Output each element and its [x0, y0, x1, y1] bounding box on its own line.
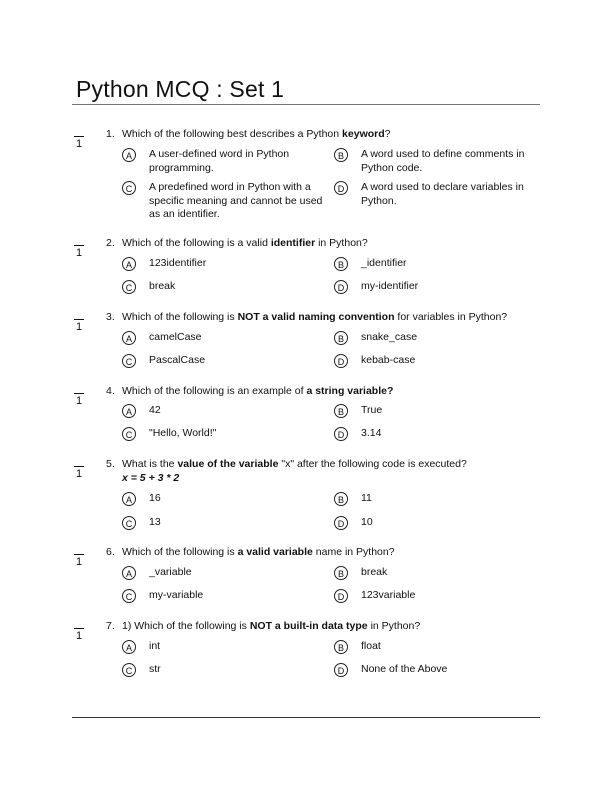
option-text: break — [149, 280, 176, 292]
option-c-bubble[interactable]: C — [122, 427, 136, 441]
option-text: snake_case — [361, 331, 418, 343]
question-text: Which of the following is a valid variable name in Python? — [122, 546, 395, 558]
question-number: 3. — [106, 311, 115, 323]
score-box: 1 — [75, 630, 83, 642]
option-text: 13 — [149, 516, 161, 528]
option-a-bubble[interactable]: A — [122, 640, 136, 654]
question-number: 6. — [106, 546, 115, 558]
option-a-bubble[interactable]: A — [122, 566, 136, 580]
option-d-bubble[interactable]: D — [334, 589, 348, 603]
score-box: 1 — [75, 395, 83, 407]
option-text: str — [149, 663, 161, 675]
option-text: None of the Above — [361, 663, 448, 675]
option-d-bubble[interactable]: D — [334, 280, 348, 294]
option-text: float — [361, 640, 381, 652]
option-text: my-identifier — [361, 280, 419, 292]
question-number: 5. — [106, 458, 115, 470]
option-a-bubble[interactable]: A — [122, 331, 136, 345]
question-text: Which of the following is a valid identifier in Python? — [122, 237, 368, 249]
question-number: 2. — [106, 237, 115, 249]
title-divider — [72, 104, 540, 105]
option-b-bubble[interactable]: B — [334, 566, 348, 580]
question-number: 7. — [106, 620, 115, 632]
option-text: 123identifier — [149, 257, 207, 269]
option-text: A user-defined word in Python programming. — [149, 148, 290, 174]
question-text: Which of the following best describes a Python keyword? — [122, 128, 391, 140]
question-number: 1. — [106, 128, 115, 140]
option-text: A predefined word in Python with a specific meaning and cannot be used as an identifier. — [149, 181, 323, 220]
option-text: break — [361, 566, 388, 578]
option-a-bubble[interactable]: A — [122, 257, 136, 271]
option-d-bubble[interactable]: D — [334, 354, 348, 368]
score-box: 1 — [75, 247, 83, 259]
option-d-bubble[interactable]: D — [334, 427, 348, 441]
option-text: _identifier — [361, 257, 407, 269]
option-b-bubble[interactable]: B — [334, 148, 348, 162]
page-title: Python MCQ : Set 1 — [76, 76, 285, 102]
option-text: A word used to define comments in Python code. — [361, 148, 525, 174]
option-b-bubble[interactable]: B — [334, 492, 348, 506]
option-a-bubble[interactable]: A — [122, 404, 136, 418]
option-b-bubble[interactable]: B — [334, 331, 348, 345]
score-box: 1 — [75, 138, 83, 150]
option-text: 11 — [361, 492, 372, 504]
option-text: A word used to declare variables in Python. — [361, 181, 524, 207]
option-c-bubble[interactable]: C — [122, 280, 136, 294]
option-text: _variable — [149, 566, 192, 578]
option-a-bubble[interactable]: A — [122, 148, 136, 162]
option-text: 123variable — [361, 589, 416, 601]
option-text: 10 — [361, 516, 373, 528]
option-text: 3.14 — [361, 427, 382, 439]
option-c-bubble[interactable]: C — [122, 181, 136, 195]
question-number: 4. — [106, 385, 115, 397]
option-a-bubble[interactable]: A — [122, 492, 136, 506]
option-c-bubble[interactable]: C — [122, 589, 136, 603]
option-c-bubble[interactable]: C — [122, 516, 136, 530]
option-text: 16 — [149, 492, 161, 504]
code-snippet: x = 5 + 3 * 2 — [122, 472, 180, 484]
question-text: 1) Which of the following is NOT a built-in data type in Python? — [122, 620, 421, 632]
option-text: "Hello, World!" — [149, 427, 217, 439]
question-text: Which of the following is an example of a string variable? — [122, 385, 394, 397]
option-text: int — [149, 640, 161, 652]
score-box: 1 — [75, 468, 83, 480]
score-box: 1 — [75, 556, 83, 568]
option-text: True — [361, 404, 383, 416]
option-b-bubble[interactable]: B — [334, 257, 348, 271]
option-d-bubble[interactable]: D — [334, 516, 348, 530]
score-box: 1 — [75, 321, 83, 333]
option-b-bubble[interactable]: B — [334, 640, 348, 654]
option-b-bubble[interactable]: B — [334, 404, 348, 418]
option-text: 42 — [149, 404, 161, 416]
option-text: PascalCase — [149, 354, 206, 366]
footer-divider — [72, 717, 540, 718]
option-d-bubble[interactable]: D — [334, 663, 348, 677]
option-c-bubble[interactable]: C — [122, 663, 136, 677]
option-text: my-variable — [149, 589, 204, 601]
option-d-bubble[interactable]: D — [334, 181, 348, 195]
option-text: camelCase — [149, 331, 202, 343]
question-text: What is the value of the variable "x" after the following code is executed? — [122, 458, 467, 470]
question-text: Which of the following is NOT a valid naming convention for variables in Python? — [122, 311, 508, 323]
option-c-bubble[interactable]: C — [122, 354, 136, 368]
option-text: kebab-case — [361, 354, 416, 366]
